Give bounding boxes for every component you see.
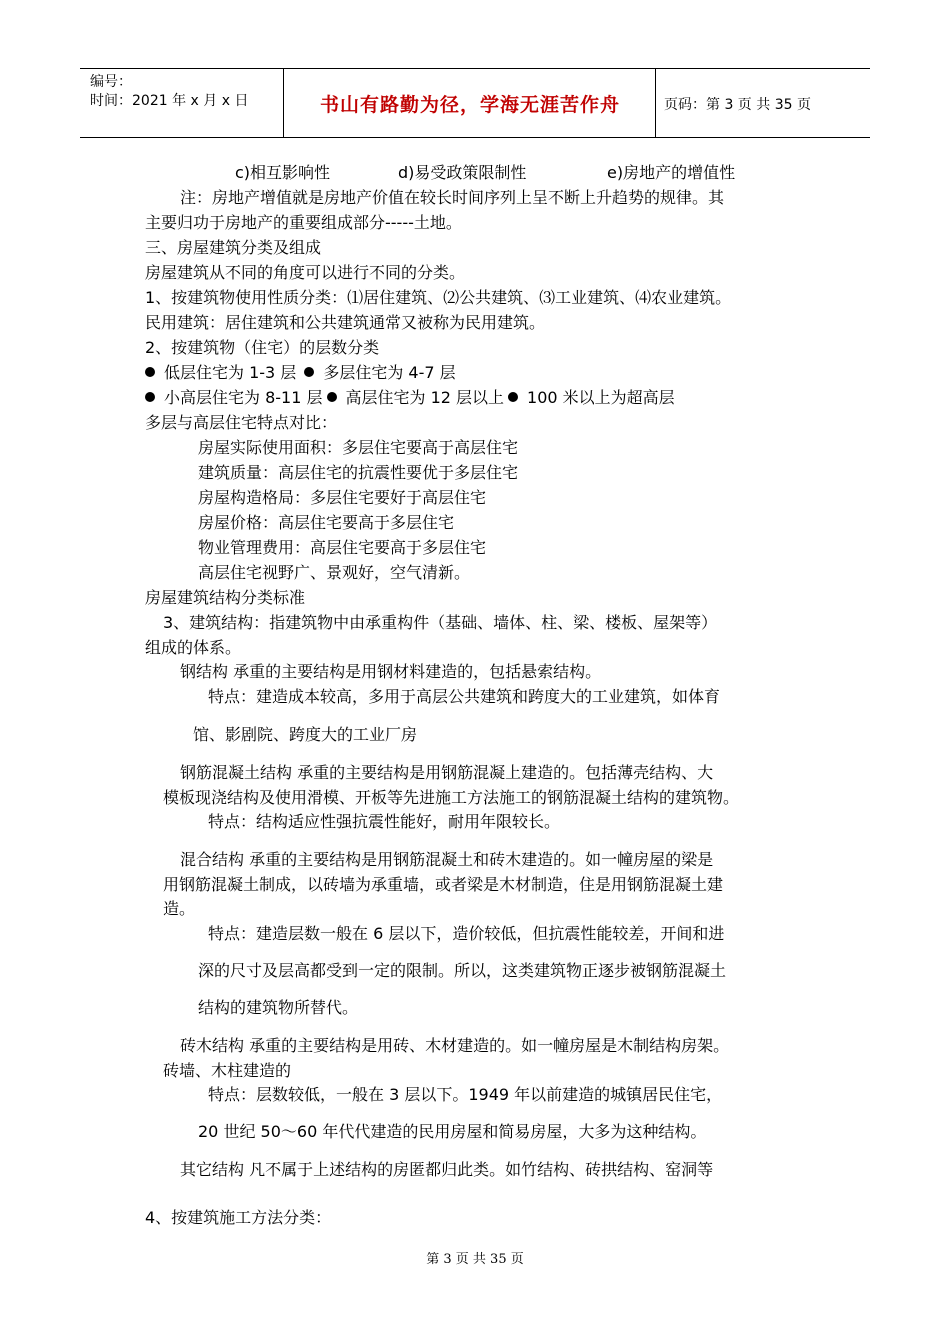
- text-line: 组成的体系。: [145, 638, 242, 657]
- page-footer: 第 3 页 共 35 页: [426, 1252, 524, 1267]
- text-line: 特点：结构适应性强抗震性能好，耐用年限较长。: [208, 812, 561, 831]
- text-line: 馆、影剧院、跨度大的工业厂房: [193, 725, 418, 744]
- text-line: 钢结构 承重的主要结构是用钢材料建造的，包括悬索结构。: [180, 662, 602, 681]
- bullet-icon: [145, 367, 155, 377]
- text-line: 20 世纪 50～60 年代代建造的民用房屋和简易房屋，大多为这种结构。: [198, 1122, 707, 1141]
- bullet-line: [145, 388, 675, 408]
- text-line: 特点：建造层数一般在 6 层以下，造价较低，但抗震性能较差，开间和进: [208, 924, 725, 943]
- text-line: 注：房地产增值就是房地产价值在较长时间序列上呈不断上升趋势的规律。其: [180, 188, 725, 207]
- text-line: 1、按建筑物使用性质分类：⑴居住建筑、⑵公共建筑、⑶工业建筑、⑷农业建筑。: [145, 288, 732, 307]
- text-line: 模板现浇结构及使用滑模、开板等先进施工方法施工的钢筋混凝土结构的建筑物。: [163, 788, 740, 807]
- text-line: 房屋价格：高层住宅要高于多层住宅: [198, 513, 455, 532]
- list-item: c)相互影响性: [235, 163, 331, 182]
- text-line: [398, 163, 526, 183]
- bullet-icon: [304, 367, 314, 377]
- text-line: 主要归功于房地产的重要组成部分-----土地。: [145, 213, 462, 232]
- text-line: 结构的建筑物所替代。: [198, 998, 359, 1017]
- list-item: d)易受政策限制性: [398, 163, 527, 182]
- doc-number-label: 编号：: [90, 74, 132, 90]
- doc-date-label: 时间：2021 年 x 月 x 日: [90, 93, 249, 109]
- text-line: 砖墙、木柱建造的: [163, 1061, 292, 1080]
- list-item: 小高层住宅为 8-11 层: [164, 388, 323, 407]
- text-line: 多层与高层住宅特点对比：: [145, 413, 338, 432]
- section-heading: 三、房屋建筑分类及组成: [145, 238, 322, 257]
- list-item: 低层住宅为 1-3 层: [164, 363, 297, 382]
- text-line: 深的尺寸及层高都受到一定的限制。所以，这类建筑物正逐步被钢筋混凝土: [198, 961, 727, 980]
- bullet-icon: [145, 392, 155, 402]
- text-line: 3、建筑结构：指建筑物中由承重构件（基础、墙体、柱、梁、楼板、屋架等）: [163, 613, 718, 632]
- text-line: 2、按建筑物（住宅）的层数分类: [145, 338, 380, 357]
- section-heading: 4、按建筑施工方法分类：: [145, 1208, 332, 1227]
- bullet-icon: [508, 392, 518, 402]
- text-line: 混合结构 承重的主要结构是用钢筋混凝土和砖木建造的。如一幢房屋的梁是: [180, 850, 714, 869]
- text-line: [607, 163, 735, 183]
- text-line: 其它结构 凡不属于上述结构的房匿都归此类。如竹结构、砖拱结构、窑洞等: [180, 1160, 714, 1179]
- text-line: 钢筋混凝土结构 承重的主要结构是用钢筋混凝上建造的。包括薄壳结构、大: [180, 763, 714, 782]
- header-motto: 书山有路勤为径，学海无涯苦作舟: [319, 94, 620, 116]
- text-line: 房屋构造格局：多层住宅要好于高层住宅: [198, 488, 487, 507]
- list-item: 高层住宅为 12 层以上: [345, 388, 505, 407]
- section-heading: 房屋建筑结构分类标准: [145, 588, 306, 607]
- list-item: 100 米以上为超高层: [527, 388, 675, 407]
- text-line: 物业管理费用：高层住宅要高于多层住宅: [198, 538, 487, 557]
- list-item: 多层住宅为 4-7 层: [323, 363, 456, 382]
- list-item: e)房地产的增值性: [607, 163, 736, 182]
- bullet-line: [145, 363, 456, 383]
- text-line: 特点：建造成本较高，多用于高层公共建筑和跨度大的工业建筑，如体育: [208, 687, 721, 706]
- text-line: 高层住宅视野广、景观好，空气清新。: [198, 563, 471, 582]
- header-page-number: 页码：第 3 页 共 35 页: [664, 97, 811, 113]
- text-line: 造。: [163, 899, 196, 918]
- header-meta: [90, 73, 248, 111]
- text-line: 用钢筋混凝土制成，以砖墙为承重墙，或者梁是木材制造，住是用钢筋混凝土建: [163, 875, 724, 894]
- text-line: [235, 163, 330, 183]
- text-line: 房屋建筑从不同的角度可以进行不同的分类。: [145, 263, 466, 282]
- bullet-icon: [327, 392, 337, 402]
- text-line: 特点：层数较低，一般在 3 层以下。1949 年以前建造的城镇居民住宅，: [208, 1085, 723, 1104]
- page-header: [80, 68, 870, 138]
- text-line: 建筑质量：高层住宅的抗震性要优于多层住宅: [198, 463, 519, 482]
- text-line: 砖木结构 承重的主要结构是用砖、木材建造的。如一幢房屋是木制结构房架。: [180, 1036, 730, 1055]
- text-line: 民用建筑：居住建筑和公共建筑通常又被称为民用建筑。: [145, 313, 546, 332]
- text-line: 房屋实际使用面积：多层住宅要高于高层住宅: [198, 438, 519, 457]
